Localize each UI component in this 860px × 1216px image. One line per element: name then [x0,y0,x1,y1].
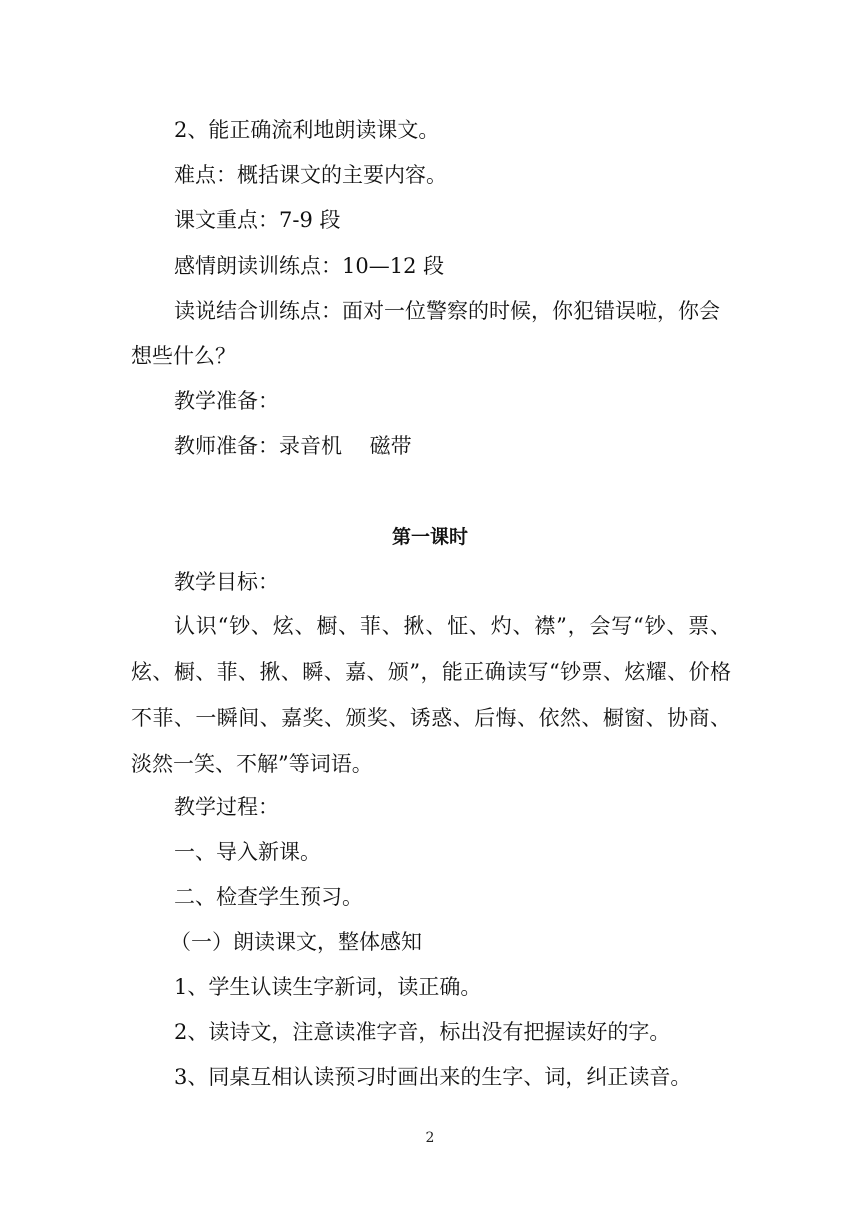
step-substep-1: 1、学生认读生字新词，读正确。 [174,975,482,999]
goal-fluent-reading: 2、能正确流利地朗读课文。 [174,118,440,142]
difficulty-point: 难点：概括课文的主要内容。 [174,163,447,187]
step-substep-2: 2、读诗文，注意读准字音，标出没有把握读好的字。 [174,1020,671,1044]
step-check-preview: 二、检查学生预习。 [174,885,363,909]
process-title: 教学过程： [174,795,279,819]
page-number: 2 [425,1130,435,1146]
objectives-text: 认识“钞、炫、橱、菲、揪、怔、灼、襟”，会写“钞、票、炫、橱、菲、揪、瞬、嘉、颁”，能正确读写“钞票、炫耀、价格不菲、一瞬间、嘉奖、颁奖、诱惑、后悔、依然、橱窗、协商、淡然一笑、不解”等词语。 [131,614,731,776]
reading-speaking-point-line2: 想些什么？ [131,344,236,368]
key-paragraphs: 课文重点：7-9 段 [174,208,341,232]
step-read-text: （一）朗读课文，整体感知 [170,930,422,954]
section-heading: 第一课时 [391,526,468,548]
objectives-title: 教学目标： [174,570,279,594]
emotional-reading-point: 感情朗读训练点：10—12 段 [174,254,445,278]
teacher-prep: 教师准备：录音机 磁带 [174,434,412,458]
reading-speaking-point-line1: 读说结合训练点：面对一位警察的时候，你犯错误啦，你会 [174,299,720,323]
step-substep-3: 3、同桌互相认读预习时画出来的生字、词，纠正读音。 [174,1065,692,1089]
step-intro: 一、导入新课。 [174,840,321,864]
teaching-prep-title: 教学准备： [174,389,279,413]
